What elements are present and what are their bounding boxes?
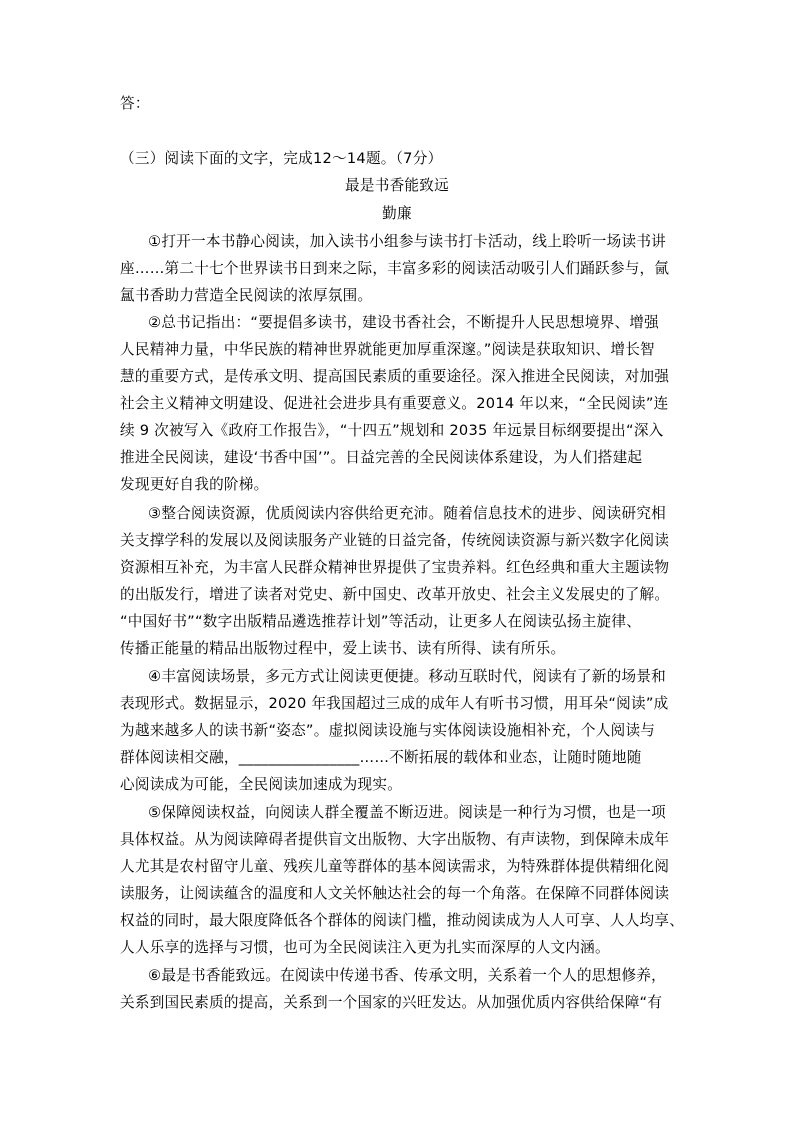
text-line: 的出版发行，增进了读者对党史、新中国史、改革开放史、社会主义发展史的了解。 [120,586,670,603]
text-line: 续 9 次被写入《政府工作报告》，“十四五”规划和 2035 年远景目标纲要提出“深入 [120,422,664,439]
text-line: 推进全民阅读，建设‘书香中国’”。日益完善的全民阅读体系建设，为人们搭建起 [120,449,643,466]
text-line: 氲书香助力营造全民阅读的浓厚氛围。 [120,287,373,304]
text-line: 人人乐享的选择与习惯，也可为全民阅读注入更为扎实而深厚的人文内涵。 [120,939,610,956]
text-line: 关支撑学科的发展以及阅读服务产业链的日益完备，传统阅读资源与新兴数字化阅读 [120,532,670,549]
text-line: 社会主义精神文明建设、促进社会进步具有重要意义。2014 年以来，“全民阅读”连 [120,395,669,412]
text-line: ④丰富阅读场景，多元方式让阅读更便捷。移动互联时代，阅读有了新的场景和 [148,668,667,685]
text-line: ②总书记指出：“要提倡多读书，建设书香社会，不断提升人民思想境界、增强 [148,314,659,331]
text-line: 资源相互补充，为丰富人民群众精神世界提供了宝贵养料。红色经典和重大主题读物 [120,559,670,576]
text-line: 人尤其是农村留守儿童、残疾儿童等群体的基本阅读需求，为特殊群体提供精细化阅 [120,858,670,875]
text-line: 传播正能量的精品出版物过程中，爱上读书、读有所得、读有所乐。 [120,640,566,657]
text-line: 权益的同时，最大限度降低各个群体的阅读门槛，推动阅读成为人人可享、人人均享、 [120,912,685,929]
text-line: ①打开一本书静心阅读，加入读书小组参与读书打卡活动，线上聆听一场读书讲 [148,233,667,250]
text-line: 发现更好自我的阶梯。 [120,476,269,493]
text-line: “中国好书”“数字出版精品遴选推荐计划”等活动，让更多人在阅读弘扬主旋律、 [120,613,642,630]
text-line: 慧的重要方式，是传承文明、提高国民素质的重要途径。深入推进全民阅读，对加强 [120,368,670,385]
text-line: ⑥最是书香能致远。在阅读中传递书香、传承文明，关系着一个人的思想修养， [148,967,667,984]
text-line: 读服务，让阅读蕴含的温度和人文关怀触达社会的每一个角落。在保障不同群体阅读 [120,885,670,902]
text-line: 关系到国民素质的提高，关系到一个国家的兴旺发达。从加强优质内容供给保障“有 [120,994,663,1011]
text-line: 群体阅读相交融，________________……不断拓展的载体和业态，让随时随地随 [120,749,642,766]
text-line: 心阅读成为可能，全民阅读加速成为现实。 [120,776,403,793]
text-line: 座……第二十七个世界读书日到来之际，丰富多彩的阅读活动吸引人们踊跃参与，氤 [120,260,670,277]
text-line: ⑤保障阅读权益，向阅读人群全覆盖不断迈进。阅读是一种行为习惯，也是一项 [148,804,667,821]
text-line: 表现形式。数据显示，2020 年我国超过三成的成年人有听书习惯，用耳朵“阅读”成 [120,695,669,712]
section-heading: （三）阅读下面的文字，完成12～14题。（7分） [120,150,443,167]
answer-label: 答： [120,95,150,112]
text-line: ③整合阅读资源，优质阅读内容供给更充沛。随着信息技术的进步、阅读研究相 [148,505,667,522]
text-line: 人民精神力量，中华民族的精神世界就能更加厚重深邃。”阅读是获取知识、增长智 [120,341,655,358]
article-author: 勤廉 [382,205,412,222]
article-title: 最是书香能致远 [345,177,449,194]
text-line: 具体权益。从为阅读障碍者提供盲文出版物、大字出版物、有声读物，到保障未成年 [120,831,670,848]
text-line: 为越来越多人的读书新“姿态”。虚拟阅读设施与实体阅读设施相补充，个人阅读与 [120,722,656,739]
